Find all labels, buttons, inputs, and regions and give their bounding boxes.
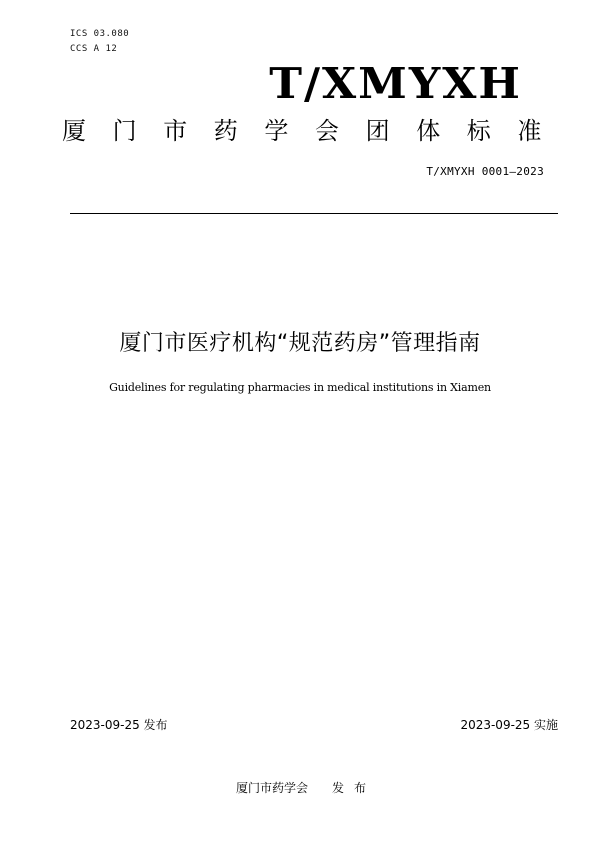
ics-code: ICS 03.080	[70, 29, 130, 39]
issuer-verb: 发布	[332, 781, 377, 795]
issuer-name: 厦门市药学会	[236, 781, 309, 795]
organization-standard-title: 厦门市药学会团体标准	[62, 117, 568, 145]
document-title-chinese: 厦门市医疗机构“规范药房”管理指南	[119, 331, 481, 356]
issuer-line	[236, 779, 376, 796]
document-title-english: Guidelines for regulating pharmacies in medical institutions in Xiamen	[109, 381, 491, 394]
ccs-code: CCS A 12	[70, 44, 118, 54]
header-divider	[70, 213, 558, 214]
organization-mark: T/XMYXH	[269, 60, 522, 109]
standard-number: T/XMYXH 0001—2023	[426, 165, 544, 178]
publish-date: 2023-09-25 发布	[70, 718, 168, 732]
implementation-date: 2023-09-25 实施	[460, 718, 558, 732]
